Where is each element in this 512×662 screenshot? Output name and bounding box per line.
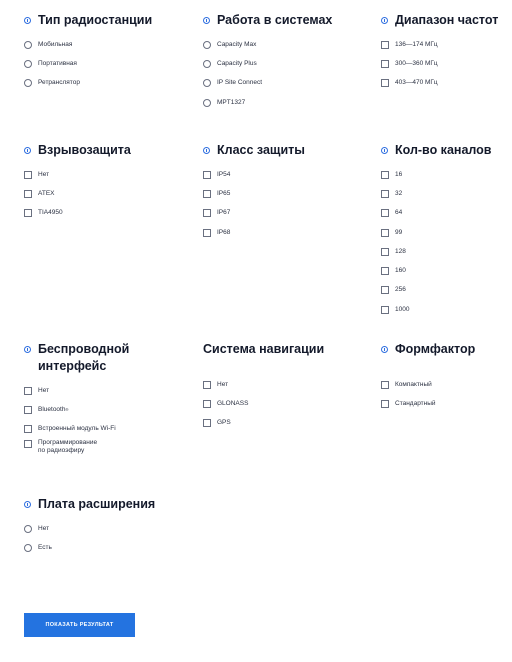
checkbox[interactable] [24, 171, 32, 179]
checkbox[interactable] [203, 171, 211, 179]
filter-explosion-protection [24, 142, 194, 223]
filter-title: Взрывозащита [38, 143, 131, 157]
checkbox[interactable] [24, 387, 32, 395]
info-icon[interactable] [203, 17, 210, 24]
info-icon[interactable] [24, 17, 31, 24]
radio-option[interactable]: Capacity Max [203, 35, 373, 54]
filter-title: Тип радиостанции [38, 13, 153, 27]
checkbox-option[interactable]: Встроенный модуль Wi-Fi [24, 420, 194, 439]
checkbox[interactable] [381, 190, 389, 198]
checkbox-option[interactable]: Стандартный [381, 394, 506, 413]
checkbox-option[interactable]: IP65 [203, 184, 373, 203]
checkbox-option[interactable]: 1000 [381, 300, 506, 319]
info-icon[interactable] [381, 147, 388, 154]
show-results-button[interactable]: ПОКАЗАТЬ РЕЗУЛЬТАТ [24, 613, 135, 637]
checkbox-option[interactable]: Bluetooth® [24, 400, 194, 419]
checkbox-option[interactable]: 16 [381, 165, 506, 184]
filter-systems [203, 12, 373, 112]
checkbox-option[interactable]: 300—360 МГц [381, 54, 506, 73]
checkbox-option[interactable]: GPS [203, 414, 373, 433]
radio-circle[interactable] [24, 544, 32, 552]
radio-option[interactable]: Ретранслятор [24, 74, 194, 93]
checkbox-option[interactable]: Нет [203, 375, 373, 394]
checkbox-option[interactable]: Компактный [381, 375, 506, 394]
checkbox-option[interactable]: 403—470 МГц [381, 74, 506, 93]
radio-circle[interactable] [24, 79, 32, 87]
radio-circle[interactable] [203, 41, 211, 49]
radio-circle[interactable] [203, 79, 211, 87]
checkbox[interactable] [24, 209, 32, 217]
checkbox[interactable] [203, 381, 211, 389]
radio-option[interactable]: Capacity Plus [203, 54, 373, 73]
filter-title: Система навигации [203, 342, 325, 356]
checkbox[interactable] [381, 209, 389, 217]
radio-circle[interactable] [203, 60, 211, 68]
checkbox-option[interactable]: 160 [381, 261, 506, 280]
info-icon[interactable] [381, 17, 388, 24]
filter-frequency [381, 12, 506, 93]
checkbox[interactable] [381, 171, 389, 179]
filter-protection-class [203, 142, 373, 242]
checkbox-option[interactable]: 256 [381, 281, 506, 300]
checkbox[interactable] [381, 400, 389, 408]
filter-expansion-board [24, 496, 194, 558]
checkbox[interactable] [24, 440, 32, 448]
radio-option[interactable]: Есть [24, 538, 194, 557]
radio-circle[interactable] [24, 525, 32, 533]
checkbox[interactable] [381, 229, 389, 237]
checkbox-option[interactable]: 64 [381, 204, 506, 223]
checkbox-option[interactable]: TIA4950 [24, 204, 194, 223]
radio-option[interactable]: Нет [24, 519, 194, 538]
checkbox-option[interactable]: 32 [381, 184, 506, 203]
radio-circle[interactable] [24, 60, 32, 68]
info-icon[interactable] [381, 346, 388, 353]
filter-form-factor [381, 341, 506, 414]
info-icon[interactable] [24, 346, 31, 353]
filter-title: Плата расширения [38, 497, 156, 511]
radio-option[interactable]: IP Site Connect [203, 74, 373, 93]
checkbox-option[interactable]: 128 [381, 242, 506, 261]
filter-title: Класс защиты [217, 143, 305, 157]
checkbox[interactable] [381, 306, 389, 314]
checkbox-option[interactable]: ATEX [24, 184, 194, 203]
filter-channel-count [381, 142, 506, 319]
radio-option[interactable]: MPT1327 [203, 93, 373, 112]
checkbox[interactable] [203, 209, 211, 217]
checkbox[interactable] [203, 229, 211, 237]
radio-option[interactable]: Портативная [24, 54, 194, 73]
checkbox[interactable] [381, 60, 389, 68]
radio-circle[interactable] [203, 99, 211, 107]
checkbox-option[interactable]: Программирование по радиоэфиру [24, 439, 194, 461]
checkbox-option[interactable]: GLONASS [203, 394, 373, 413]
checkbox[interactable] [381, 381, 389, 389]
checkbox[interactable] [24, 406, 32, 414]
checkbox-option[interactable]: 136—174 МГц [381, 35, 506, 54]
info-icon[interactable] [203, 147, 210, 154]
checkbox[interactable] [203, 190, 211, 198]
filter-title: Диапазон частот [395, 13, 499, 27]
checkbox[interactable] [381, 79, 389, 87]
filter-navigation-system [203, 341, 373, 433]
filter-title: Формфактор [395, 342, 476, 356]
checkbox-option[interactable]: Нет [24, 165, 194, 184]
info-icon[interactable] [24, 147, 31, 154]
filter-wireless-interface [24, 341, 194, 461]
radio-option[interactable]: Мобильная [24, 35, 194, 54]
checkbox[interactable] [203, 419, 211, 427]
checkbox[interactable] [381, 267, 389, 275]
checkbox[interactable] [203, 400, 211, 408]
checkbox-option[interactable]: IP67 [203, 204, 373, 223]
checkbox-option[interactable]: Нет [24, 381, 194, 400]
checkbox-option[interactable]: IP54 [203, 165, 373, 184]
filter-title: Беспроводной интерфейс [38, 342, 130, 373]
checkbox[interactable] [24, 190, 32, 198]
filter-station-type [24, 12, 194, 93]
checkbox[interactable] [381, 248, 389, 256]
filter-title: Кол-во каналов [395, 143, 492, 157]
checkbox-option[interactable]: 99 [381, 223, 506, 242]
checkbox[interactable] [381, 41, 389, 49]
info-icon[interactable] [24, 501, 31, 508]
checkbox[interactable] [24, 425, 32, 433]
radio-circle[interactable] [24, 41, 32, 49]
checkbox-option[interactable]: IP68 [203, 223, 373, 242]
filter-title: Работа в системах [217, 13, 333, 27]
checkbox[interactable] [381, 286, 389, 294]
